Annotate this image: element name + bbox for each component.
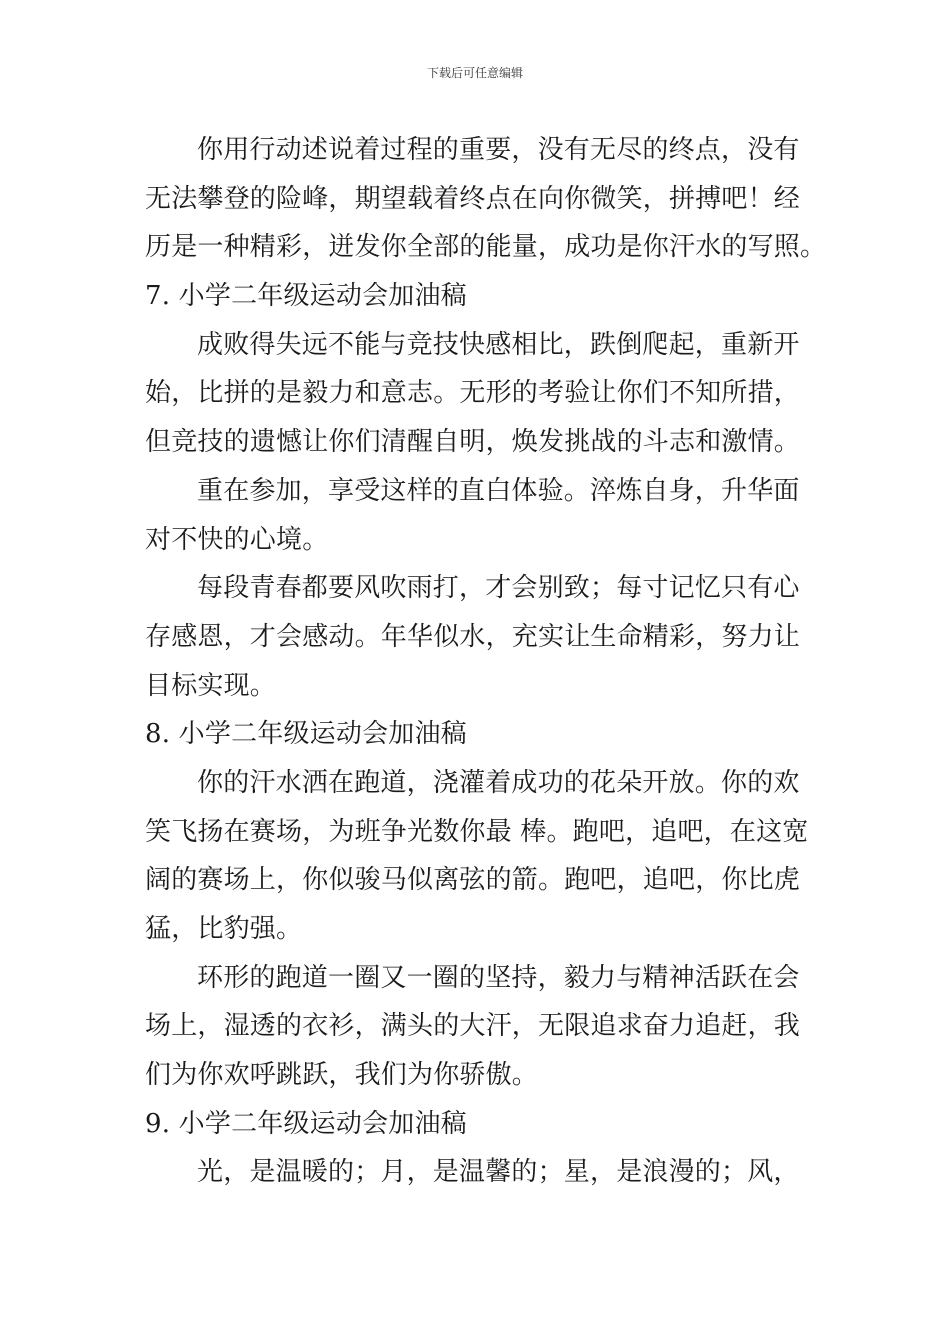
document-body — [145, 126, 827, 1197]
text-line: 猛，比豹强。 — [145, 914, 303, 944]
text-line: 你的汗水洒在跑道，浇灌着成功的花朵开放。你的欢 — [197, 767, 800, 798]
text-line: 重在参加，享受这样的直白体验。淬炼自身，升华面 — [197, 475, 800, 506]
text-line: 存感恩，才会感动。年华似水，充实让生命精彩，努力让 — [145, 621, 801, 652]
text-line: 环形的跑道一圈又一圈的坚持，毅力与精神活跃在会 — [197, 962, 800, 993]
text-line: 无法攀登的险峰，期望载着终点在向你微笑，拼搏吧！经 — [145, 183, 801, 214]
section-heading: 9. 小学二年级运动会加油稿 — [145, 1108, 467, 1139]
text-line: 历是一种精彩，迸发你全部的能量，成功是你汗水的写照。 — [145, 232, 827, 263]
text-line: 目标实现。 — [145, 670, 277, 701]
text-line: 但竞技的遗憾让你们清醒自明，焕发挑战的斗志和激情。 — [145, 427, 801, 458]
text-line: 光，是温暖的；月，是温馨的；星，是浪漫的；风， — [197, 1157, 800, 1188]
text-line: 你用行动述说着过程的重要，没有无尽的终点，没有 — [197, 135, 800, 165]
section-heading: 8. 小学二年级运动会加油稿 — [145, 719, 467, 750]
text-line: 始，比拼的是毅力和意志。无形的考验让你们不知所措， — [145, 378, 801, 409]
text-line: 们为你欢呼跳跃，我们为你骄傲。 — [145, 1060, 539, 1091]
text-line: 阔的赛场上，你似骏马似离弦的箭。跑吧，追吧，你比虎 — [145, 865, 801, 896]
text-line: 场上，湿透的衣衫，满头的大汗，无限追求奋力追赶，我 — [145, 1011, 801, 1042]
text-line: 对不快的心境。 — [145, 524, 329, 555]
text-line: 每段青春都要风吹雨打，才会别致；每寸记忆只有心 — [197, 573, 800, 604]
text-line: 成败得失远不能与竞技快感相比，跌倒爬起，重新开 — [197, 329, 800, 360]
page-header: 下载后可任意编辑 — [426, 66, 523, 80]
text-line: 笑飞扬在赛场，为班争光数你最 棒。跑吧，追吧，在这宽 — [145, 816, 809, 847]
section-heading: 7. 小学二年级运动会加油稿 — [145, 281, 467, 312]
